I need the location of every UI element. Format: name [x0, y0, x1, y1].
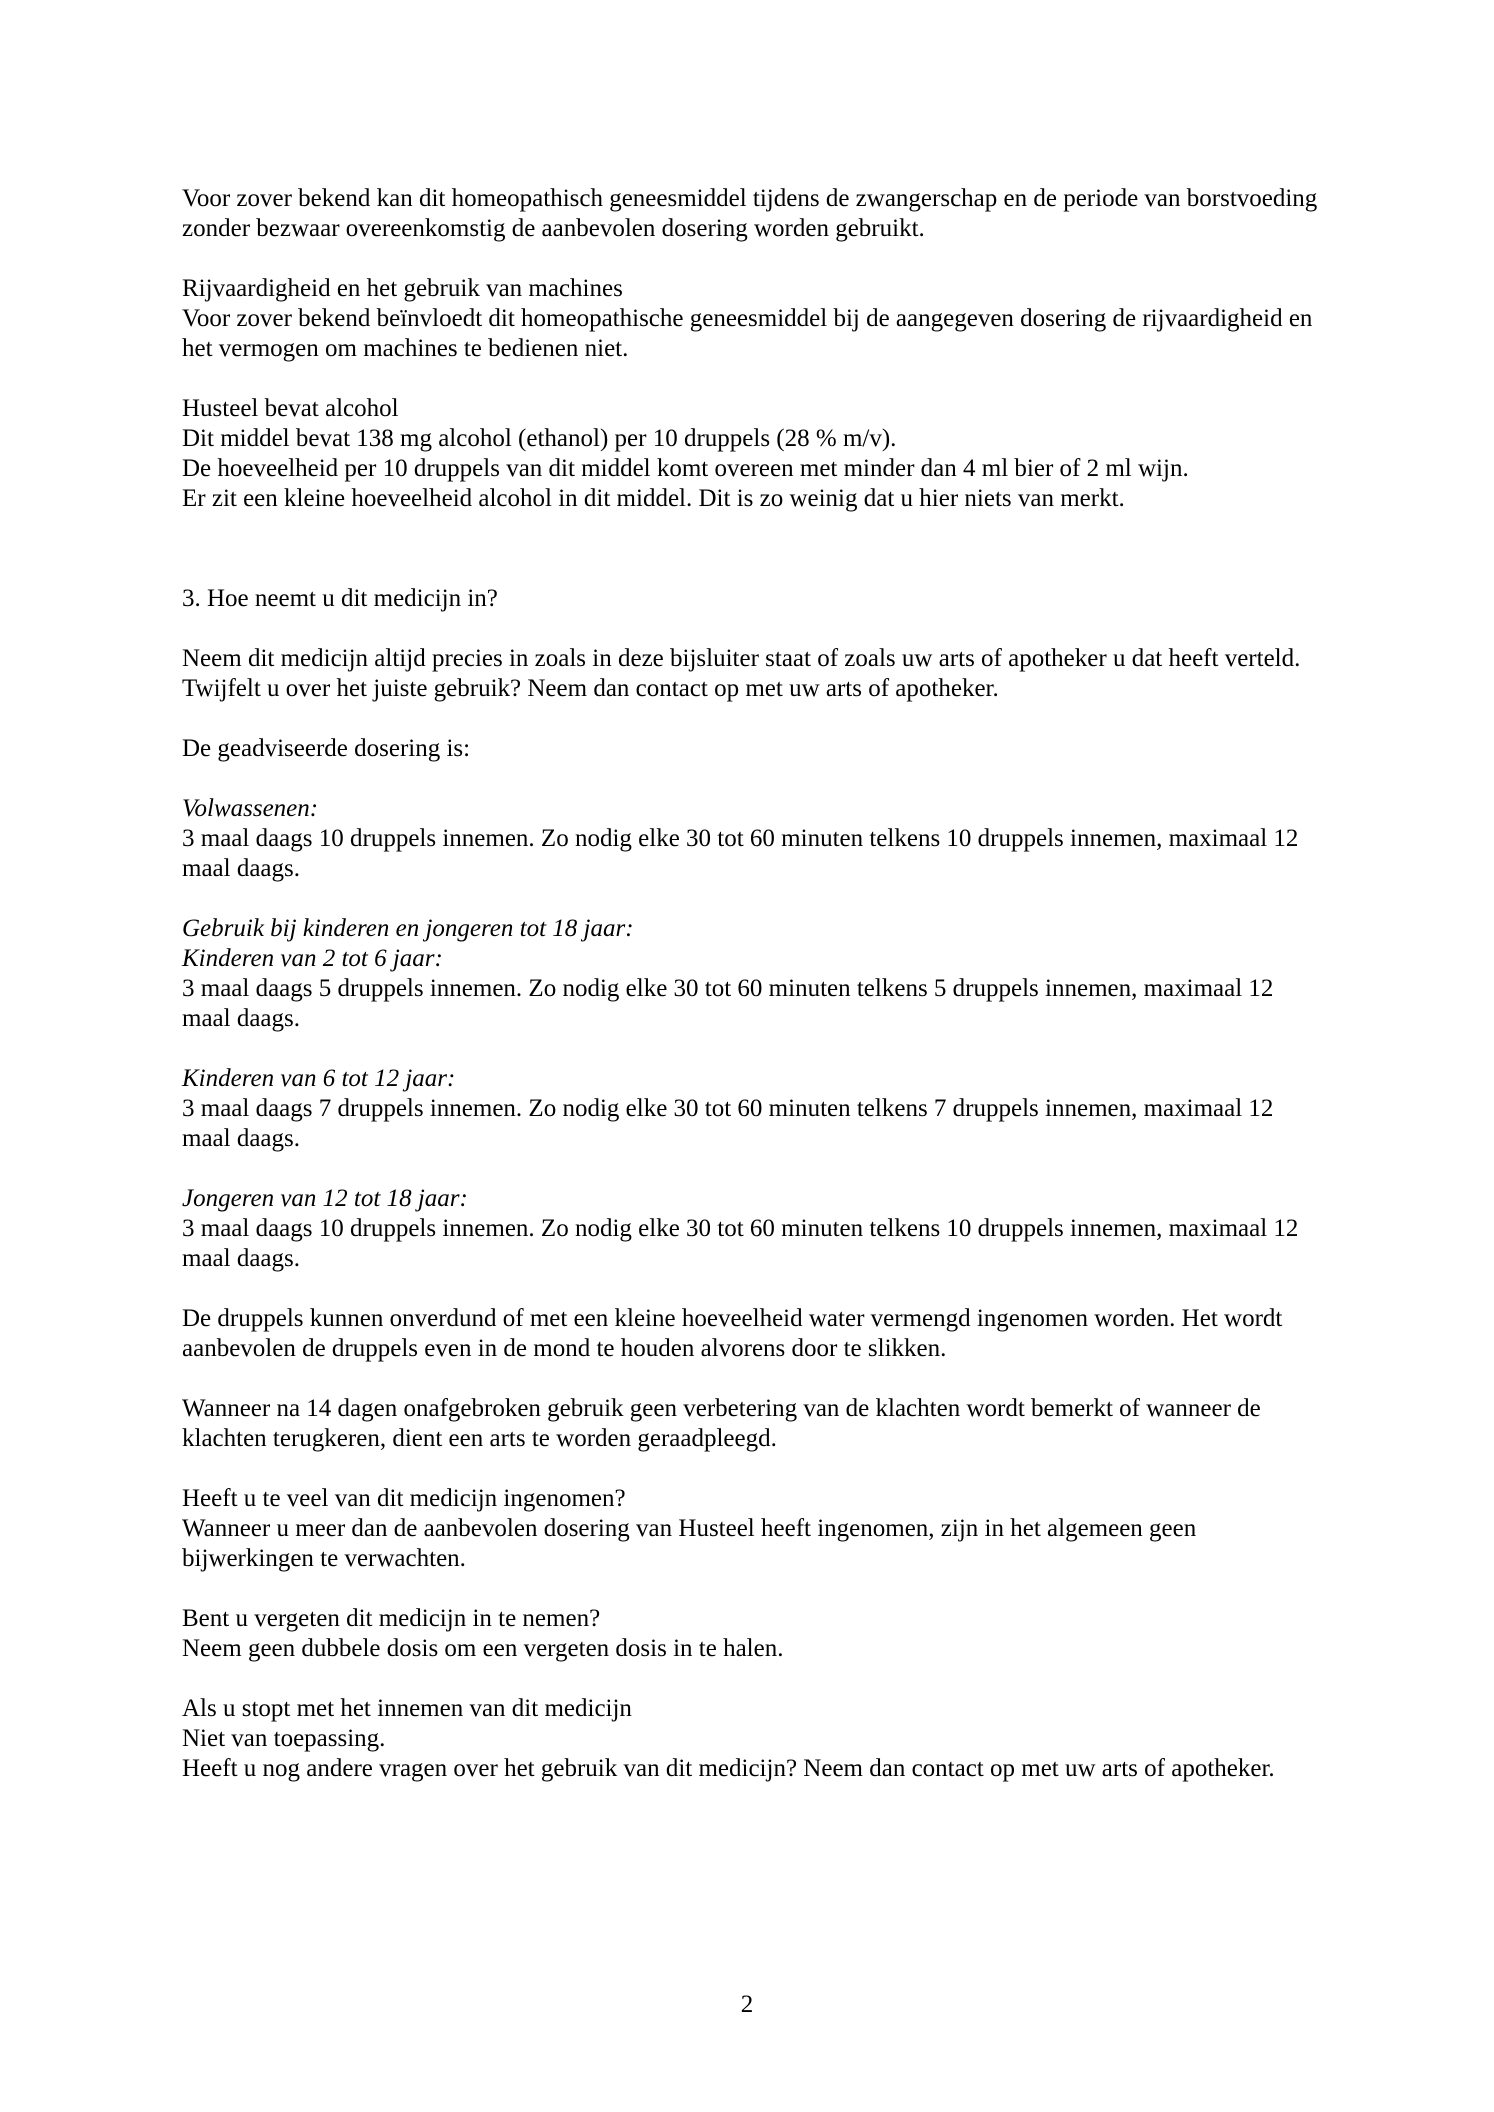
- dosage-intro-line: De geadviseerde dosering is:: [182, 735, 471, 762]
- section-3-heading: 3. Hoe neemt u dit medicijn in?: [182, 585, 498, 612]
- alcohol-line-1: Dit middel bevat 138 mg alcohol (ethanol) per 10 druppels (28 % m/v).: [182, 425, 897, 452]
- missed-dose-paragraph: Neem geen dubbele dosis om een vergeten dosis in te halen.: [182, 1635, 784, 1662]
- children-2-6-label: Kinderen van 2 tot 6 jaar:: [182, 945, 443, 972]
- stopping-heading: Als u stopt met het innemen van dit medicijn: [182, 1695, 632, 1722]
- children-6-12-label: Kinderen van 6 tot 12 jaar:: [182, 1065, 456, 1092]
- duration-paragraph: Wanneer na 14 dagen onafgebroken gebruik geen verbetering van de klachten wordt bemerkt of wanneer de klachten terugkeren, dient een arts te worden geraadpleegd.: [182, 1395, 1261, 1452]
- overdose-heading: Heeft u te veel van dit medicijn ingenomen?: [182, 1485, 626, 1512]
- section-3-intro-paragraph: Neem dit medicijn altijd precies in zoals in deze bijsluiter staat of zoals uw arts of apotheker u dat heeft verteld. Twijfelt u over het juiste gebruik? Neem dan contact op met uw arts of apotheker.: [182, 645, 1301, 702]
- youth-12-18-label: Jongeren van 12 tot 18 jaar:: [182, 1185, 468, 1212]
- adults-heading: Volwassenen:: [182, 795, 319, 822]
- missed-dose-heading: Bent u vergeten dit medicijn in te nemen?: [182, 1605, 601, 1632]
- administration-paragraph: De druppels kunnen onverdund of met een kleine hoeveelheid water vermengd ingenomen worden. Het wordt aanbevolen de druppels even in de mond te houden alvorens door te slikken.: [182, 1305, 1283, 1362]
- overdose-paragraph: Wanneer u meer dan de aanbevolen dosering van Husteel heeft ingenomen, zijn in het algemeen geen bijwerkingen te verwachten.: [182, 1515, 1197, 1572]
- driving-heading: Rijvaardigheid en het gebruik van machines: [182, 275, 623, 302]
- stopping-line-2: Heeft u nog andere vragen over het gebruik van dit medicijn? Neem dan contact op met uw arts of apotheker.: [182, 1755, 1275, 1782]
- youth-12-18-dosage-paragraph: 3 maal daags 10 druppels innemen. Zo nodig elke 30 tot 60 minuten telkens 10 druppels innemen, maximaal 12 maal daags.: [182, 1215, 1299, 1272]
- stopping-line-1: Niet van toepassing.: [182, 1725, 386, 1752]
- document-content: [182, 184, 1322, 1784]
- children-heading: Gebruik bij kinderen en jongeren tot 18 jaar:: [182, 915, 634, 942]
- alcohol-line-3: Er zit een kleine hoeveelheid alcohol in dit middel. Dit is zo weinig dat u hier niets van merkt.: [182, 485, 1125, 512]
- children-2-6-dosage-paragraph: 3 maal daags 5 druppels innemen. Zo nodig elke 30 tot 60 minuten telkens 5 druppels innemen, maximaal 12 maal daags.: [182, 975, 1274, 1032]
- pregnancy-paragraph: Voor zover bekend kan dit homeopathisch geneesmiddel tijdens de zwangerschap en de periode van borstvoeding zonder bezwaar overeenkomstig de aanbevolen dosering worden gebruikt.: [182, 185, 1318, 242]
- page-number: 2: [740, 1991, 754, 2018]
- adults-dosage-paragraph: 3 maal daags 10 druppels innemen. Zo nodig elke 30 tot 60 minuten telkens 10 druppels innemen, maximaal 12 maal daags.: [182, 825, 1299, 882]
- alcohol-heading: Husteel bevat alcohol: [182, 395, 399, 422]
- children-6-12-dosage-paragraph: 3 maal daags 7 druppels innemen. Zo nodig elke 30 tot 60 minuten telkens 7 druppels innemen, maximaal 12 maal daags.: [182, 1095, 1274, 1152]
- alcohol-line-2: De hoeveelheid per 10 druppels van dit middel komt overeen met minder dan 4 ml bier of 2 ml wijn.: [182, 455, 1189, 482]
- driving-paragraph: Voor zover bekend beïnvloedt dit homeopathische geneesmiddel bij de aangegeven dosering de rijvaardigheid en het vermogen om machines te bedienen niet.: [182, 305, 1313, 362]
